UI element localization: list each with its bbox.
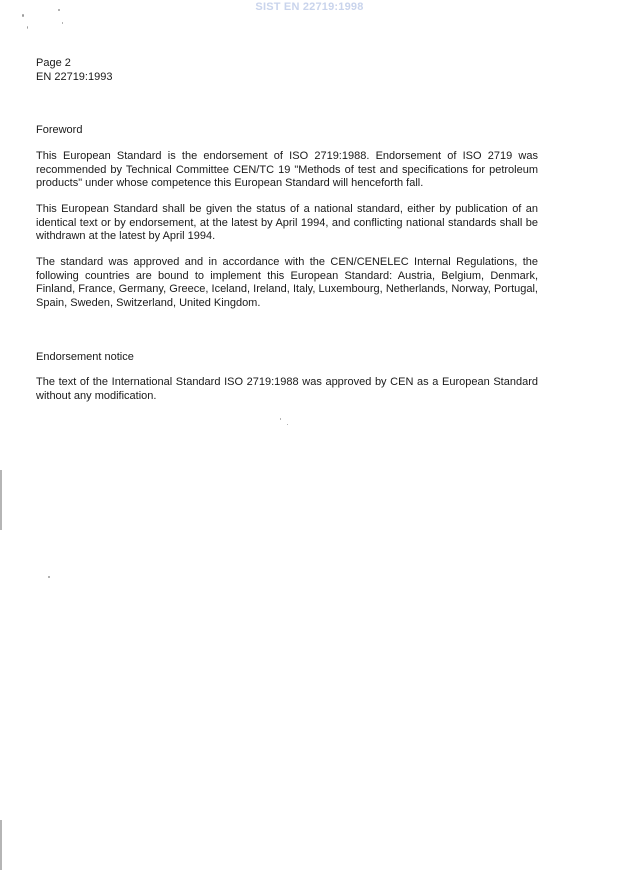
scan-edge (0, 820, 2, 870)
endorsement-paragraph (36, 376, 538, 403)
paragraph-text: The text of the International Standard ISO 2719:1988 was approved by CEN as a European Standard without any modification. (36, 376, 538, 402)
foreword-paragraph-3 (36, 256, 538, 310)
scan-speck (280, 418, 281, 420)
scan-edge (0, 470, 2, 530)
paragraph-text: The standard was approved and in accordance with the CEN/CENELEC Internal Regulations, the following countries are bound to implement this European Standard: Austria, Belgium, Denmark, Finland, France, Germany, Greece, Iceland, Ireland, Italy, Luxembourg, Netherlands, Norway, Portugal, Spain, Sweden, Switzerland, United Kingdom. (36, 256, 538, 309)
scan-speck (58, 9, 60, 11)
scan-speck (48, 576, 50, 578)
scan-speck (62, 22, 63, 24)
foreword-paragraph-2 (36, 203, 538, 244)
foreword-paragraph-1 (36, 150, 538, 191)
scan-speck (287, 424, 288, 425)
page-number: Page 2 (36, 57, 71, 69)
page-header (36, 56, 112, 84)
endorsement-heading: Endorsement notice (36, 351, 134, 363)
paragraph-text: This European Standard is the endorsement of ISO 2719:1988. Endorsement of ISO 2719 was recommended by Technical Committee CEN/TC 19 "Methods of test and specifications for petroleum products" under whose competence this European Standard will henceforth fall. (36, 150, 538, 190)
watermark: SIST EN 22719:1998 (255, 1, 364, 13)
document-id: EN 22719:1993 (36, 71, 113, 83)
scan-speck (27, 26, 28, 29)
paragraph-text: This European Standard shall be given the status of a national standard, either by publication of an identical text or by endorsement, at the latest by April 1994, and conflicting national standards shall be withdrawn at the latest by April 1994. (36, 203, 538, 243)
foreword-heading: Foreword (36, 124, 83, 136)
scan-speck (22, 14, 24, 17)
